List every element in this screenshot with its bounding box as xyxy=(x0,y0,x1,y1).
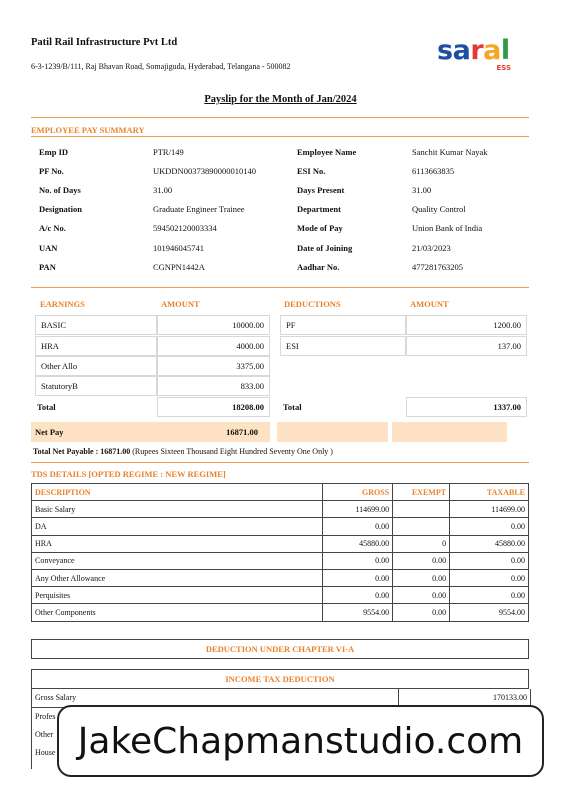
cell: 45880.00 xyxy=(323,535,393,552)
cell: 45880.00 xyxy=(450,535,529,552)
tds-header-row xyxy=(32,484,529,501)
cell: 0.00 xyxy=(450,569,529,586)
cell: 0.00 xyxy=(393,587,450,604)
field-value: 101946045741 xyxy=(153,242,204,253)
cell: 0.00 xyxy=(393,604,450,621)
divider xyxy=(31,462,529,463)
table-row xyxy=(32,552,529,569)
net-payable-label: Total Net Payable : 16871.00 xyxy=(33,447,131,456)
cell xyxy=(393,501,450,518)
field-value: Graduate Engineer Trainee xyxy=(153,204,245,215)
earning-amount: 4000.00 xyxy=(157,336,270,356)
cell: 0.00 xyxy=(323,587,393,604)
cell: Perquisites xyxy=(32,587,323,604)
employee-summary-table xyxy=(39,142,509,276)
field-value: 21/03/2023 xyxy=(412,242,451,253)
earnings-total: 18208.00 xyxy=(157,397,270,417)
cell: 9554.00 xyxy=(323,604,393,621)
net-pay-label: Net Pay xyxy=(35,427,64,437)
company-name: Patil Rail Infrastructure Pvt Ltd xyxy=(31,37,178,48)
company-address: 6-3-1239/B/111, Raj Bhavan Road, Somajiguda, Hyderabad, Telangana - 500082 xyxy=(31,62,291,71)
net-payable-line xyxy=(33,447,333,456)
net-pay-value: 16871.00 xyxy=(226,427,258,437)
chapter-via-header: DEDUCTION UNDER CHAPTER VI-A xyxy=(31,639,529,659)
earnings-header: EARNINGS xyxy=(40,299,85,309)
income-tax-header: INCOME TAX DEDUCTION xyxy=(31,669,529,689)
field-label: UAN xyxy=(39,242,58,253)
cell: 114699.00 xyxy=(323,501,393,518)
col-header: EXEMPT xyxy=(393,484,450,501)
field-value: Union Bank of India xyxy=(412,223,483,234)
row-label: Gross Salary xyxy=(35,693,77,702)
cell: Conveyance xyxy=(32,552,323,569)
cell: DA xyxy=(32,518,323,535)
cell: Basic Salary xyxy=(32,501,323,518)
tds-table xyxy=(31,483,529,622)
field-label: Aadhar No. xyxy=(297,261,340,272)
earnings-amount-header: AMOUNT xyxy=(161,299,200,309)
deductions-amount-header: AMOUNT xyxy=(410,299,449,309)
logo-sub: ESS xyxy=(496,64,511,72)
cell: 0.00 xyxy=(323,569,393,586)
cell: 0.00 xyxy=(393,552,450,569)
field-value: 6113663835 xyxy=(412,165,455,176)
watermark-banner: JakeChapmanstudio.com xyxy=(57,705,544,777)
table-row xyxy=(32,569,529,586)
summary-row xyxy=(39,161,509,180)
field-label: Department xyxy=(297,204,341,215)
deductions-total: 1337.00 xyxy=(406,397,527,417)
summary-title: EMPLOYEE PAY SUMMARY xyxy=(31,125,145,135)
field-value: 594502120003334 xyxy=(153,223,217,234)
field-label: Days Present xyxy=(297,184,345,195)
row-label: House xyxy=(35,748,56,757)
earning-amount: 3375.00 xyxy=(157,356,270,376)
field-label: PAN xyxy=(39,261,56,272)
field-label: Employee Name xyxy=(297,146,357,157)
table-row xyxy=(32,587,529,604)
field-label: Date of Joining xyxy=(297,242,353,253)
net-pay-bar-blank xyxy=(277,422,388,442)
field-label: Emp ID xyxy=(39,146,69,157)
row-label: Other xyxy=(35,730,54,739)
earnings-total-label: Total xyxy=(37,402,56,412)
field-label: No. of Days xyxy=(39,184,81,195)
deductions-header: DEDUCTIONS xyxy=(284,299,341,309)
col-header: DESCRIPTION xyxy=(32,484,323,501)
field-label: Mode of Pay xyxy=(297,223,343,234)
divider xyxy=(31,136,529,137)
field-value: Quality Control xyxy=(412,204,466,215)
field-value: 31.00 xyxy=(153,184,173,195)
table-row xyxy=(32,501,529,518)
summary-row xyxy=(39,238,509,257)
table-row xyxy=(32,604,529,621)
cell: Any Other Allowance xyxy=(32,569,323,586)
col-header: GROSS xyxy=(323,484,393,501)
deduction-label: PF xyxy=(280,315,406,335)
cell: 0.00 xyxy=(450,518,529,535)
cell xyxy=(393,518,450,535)
cell: 0 xyxy=(393,535,450,552)
field-label: ESI No. xyxy=(297,165,326,176)
cell: Other Components xyxy=(32,604,323,621)
summary-row xyxy=(39,142,509,161)
earning-label: StatutoryB xyxy=(35,376,157,396)
col-header: TAXABLE xyxy=(450,484,529,501)
payslip-title: Payslip for the Month of Jan/2024 xyxy=(204,94,357,105)
earning-label: HRA xyxy=(35,336,157,356)
field-label: PF No. xyxy=(39,165,64,176)
summary-row xyxy=(39,200,509,219)
earning-amount: 833.00 xyxy=(157,376,270,396)
cell: 114699.00 xyxy=(450,501,529,518)
field-value: PTR/149 xyxy=(153,146,184,157)
field-label: Designation xyxy=(39,204,82,215)
cell: 0.00 xyxy=(450,587,529,604)
field-value: 31.00 xyxy=(412,184,432,195)
cell: 0.00 xyxy=(323,518,393,535)
saral-logo: saral ESS xyxy=(437,35,511,72)
deductions-total-label: Total xyxy=(283,402,302,412)
field-label: A/c No. xyxy=(39,223,66,234)
field-value: 477281763205 xyxy=(412,261,463,272)
earning-amount: 10000.00 xyxy=(157,315,270,335)
earning-label: Other Allo xyxy=(35,356,157,376)
deduction-label: ESI xyxy=(280,336,406,356)
divider xyxy=(31,287,529,288)
field-value: Sanchit Kumar Nayak xyxy=(412,146,488,157)
tds-title: TDS DETAILS [OPTED REGIME : NEW REGIME] xyxy=(31,469,226,479)
net-pay-bar-blank xyxy=(392,422,507,442)
divider xyxy=(31,117,529,118)
row-value: 170133.00 xyxy=(493,693,527,702)
summary-row xyxy=(39,257,509,276)
summary-row xyxy=(39,180,509,199)
summary-row xyxy=(39,219,509,238)
table-row xyxy=(32,535,529,552)
cell: 9554.00 xyxy=(450,604,529,621)
cell: 0.00 xyxy=(323,552,393,569)
deduction-amount: 1200.00 xyxy=(406,315,527,335)
field-value: CGNPN1442A xyxy=(153,261,205,272)
table-row xyxy=(32,518,529,535)
row-label: Profes xyxy=(35,712,56,721)
cell: 0.00 xyxy=(450,552,529,569)
field-value: UKDDN00373890000010140 xyxy=(153,165,256,176)
cell: 0.00 xyxy=(393,569,450,586)
earning-label: BASIC xyxy=(35,315,157,335)
deduction-amount: 137.00 xyxy=(406,336,527,356)
cell: HRA xyxy=(32,535,323,552)
net-payable-words: (Rupees Sixteen Thousand Eight Hundred Seventy One Only ) xyxy=(132,447,333,456)
